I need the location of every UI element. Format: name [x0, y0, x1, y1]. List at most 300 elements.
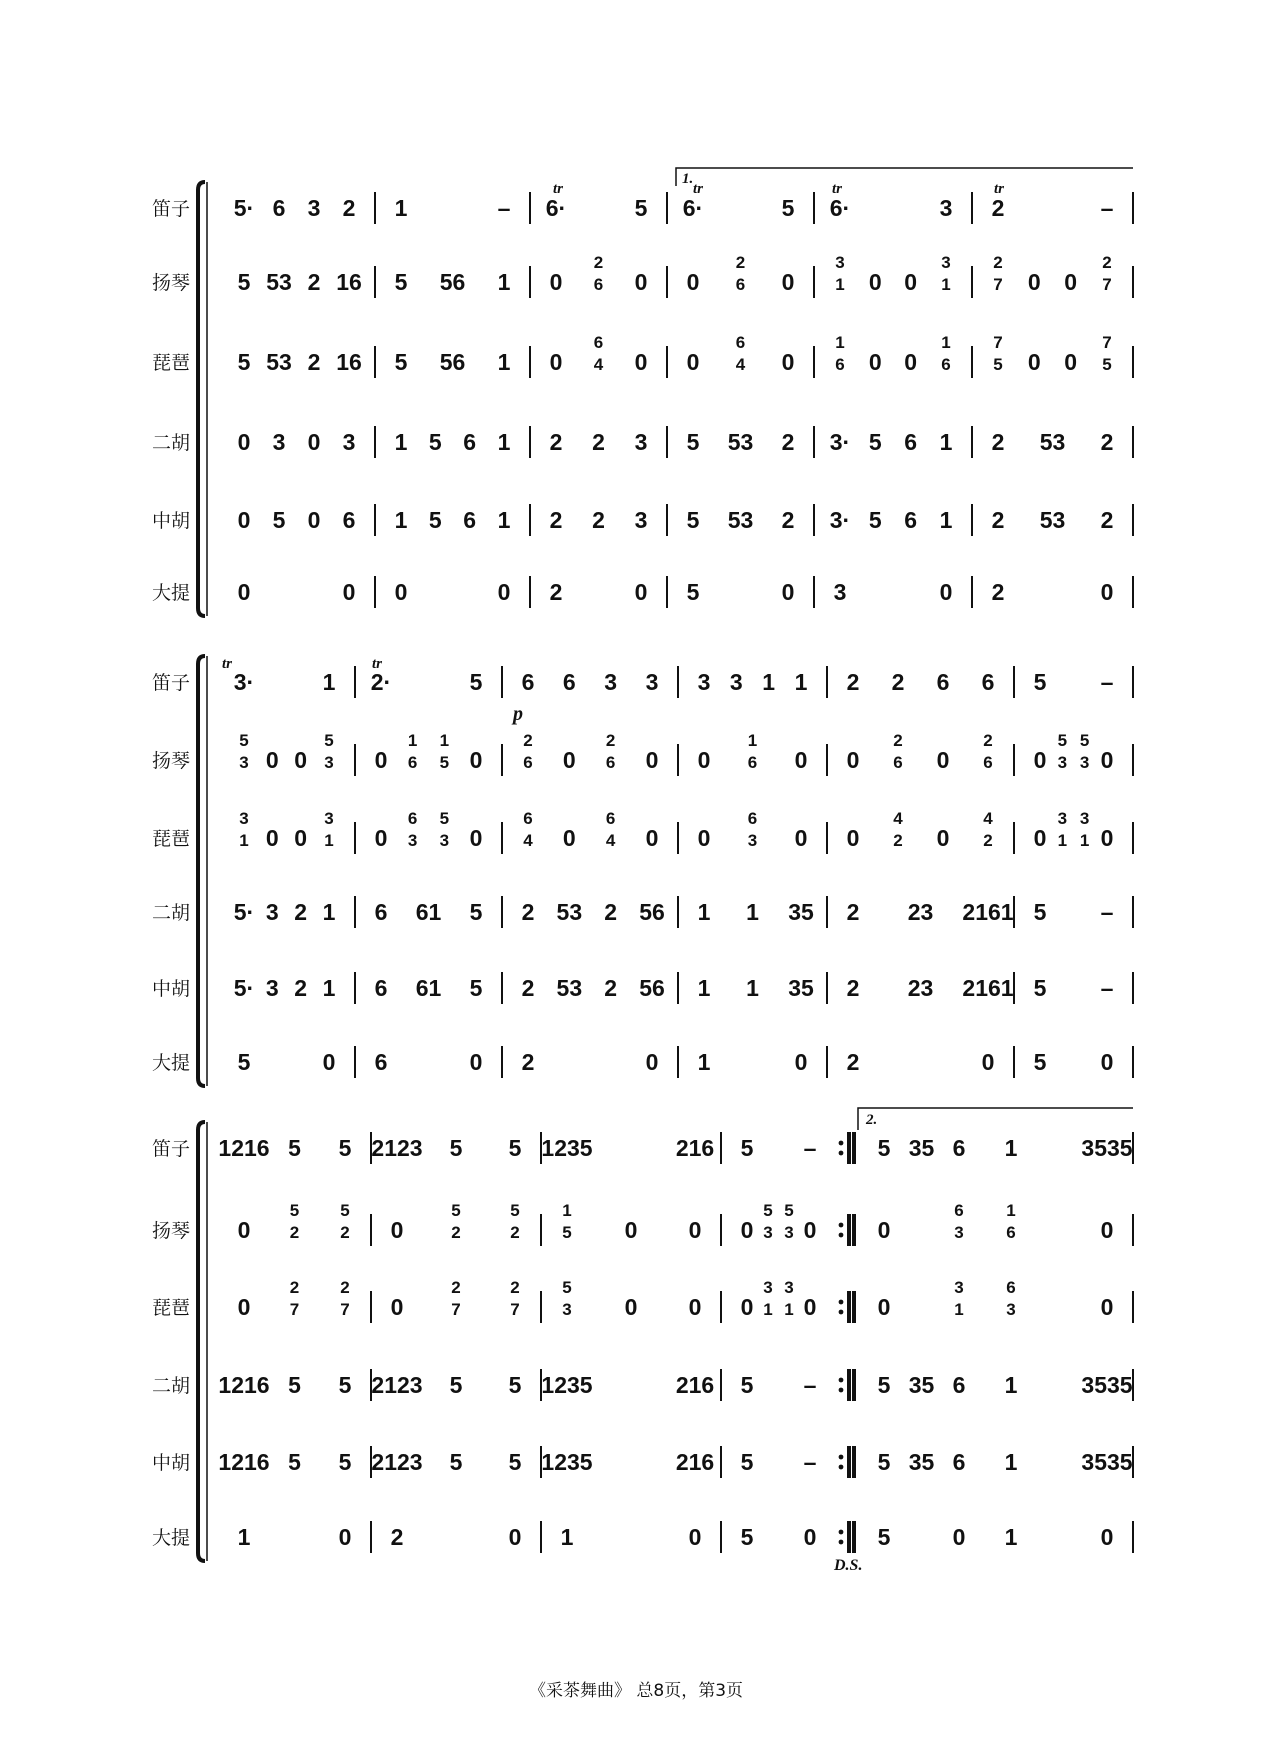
instrument-label: 笛子: [151, 198, 191, 220]
staff-row: [152, 1201, 1133, 1246]
note-token: 0: [237, 429, 251, 455]
note-token: 2161: [962, 899, 1014, 925]
note-token: 56: [639, 899, 665, 925]
note-token-upper: 3: [763, 1278, 773, 1297]
note-token: 1: [394, 507, 408, 533]
note-token: –: [1100, 195, 1114, 221]
note-token-upper: 2: [1102, 253, 1112, 272]
staff-row: [152, 333, 1133, 378]
note-token: 1: [939, 429, 953, 455]
note-token-upper: 5: [340, 1201, 350, 1220]
note-token: 5: [877, 1372, 891, 1398]
note-token: 3: [634, 429, 648, 455]
note-token: 0: [294, 747, 308, 773]
note-token-upper: 5: [510, 1201, 520, 1220]
note-token-lower: 4: [735, 355, 746, 374]
instrument-label: 大提: [151, 582, 191, 604]
note-token-upper: 2: [510, 1278, 520, 1297]
note-token: 3·: [829, 507, 851, 533]
note-token: 2: [846, 975, 860, 1001]
repeat-dot: [839, 1540, 844, 1545]
note-token: 53: [266, 349, 292, 375]
note-token-upper: 5: [1079, 731, 1090, 750]
note-token: 0: [549, 349, 563, 375]
staff-row: [152, 1446, 1133, 1478]
note-token: 5: [877, 1449, 891, 1475]
note-token: 61: [415, 975, 442, 1001]
note-token: 1: [394, 195, 408, 221]
note-token: 1: [794, 669, 808, 695]
note-token: 0: [497, 579, 511, 605]
note-token: 35: [788, 899, 814, 925]
note-token: 2: [390, 1524, 404, 1550]
note-token: 5: [634, 195, 648, 221]
note-token: 2123: [371, 1372, 423, 1398]
note-token: 1: [697, 1049, 711, 1075]
note-token: 0: [265, 825, 279, 851]
note-token: 6: [936, 669, 950, 695]
note-token: 2: [991, 579, 1005, 605]
note-token-lower: 3: [562, 1300, 572, 1319]
note-token: 0: [794, 1049, 808, 1075]
repeat-dot: [839, 1223, 844, 1228]
note-token-lower: 1: [324, 831, 334, 850]
note-token-lower: 3: [954, 1223, 964, 1242]
note-token: 6: [463, 507, 477, 533]
note-token: 6: [952, 1372, 966, 1398]
note-token: 5: [868, 429, 882, 455]
note-token-lower: 3: [1006, 1300, 1016, 1319]
repeat-dot: [839, 1151, 844, 1156]
note-token: 0: [740, 1294, 754, 1320]
note-token: 0: [394, 579, 408, 605]
note-token: 2: [991, 429, 1005, 455]
note-token: 5: [237, 349, 251, 375]
note-token-lower: 7: [451, 1300, 461, 1319]
note-token-upper: 6: [747, 809, 758, 828]
note-token-lower: 3: [439, 831, 450, 850]
note-token: 5: [338, 1135, 352, 1161]
note-token: 5: [740, 1524, 754, 1550]
note-token: 0: [688, 1524, 702, 1550]
note-token: 2: [521, 899, 535, 925]
note-token-lower: 5: [439, 753, 450, 772]
note-token: 16: [336, 349, 362, 375]
note-token-upper: 3: [239, 809, 249, 828]
note-token-upper: 6: [1006, 1278, 1016, 1297]
note-token: 3: [265, 975, 279, 1001]
note-token: 0: [781, 579, 795, 605]
note-token: 1216: [218, 1372, 270, 1398]
note-token-lower: 4: [593, 355, 604, 374]
note-token: 1: [394, 429, 408, 455]
note-token: 0: [1100, 825, 1114, 851]
note-token: 0: [904, 269, 918, 295]
note-token-upper: 3: [784, 1278, 794, 1297]
note-token: 3: [645, 669, 659, 695]
note-token-lower: 5: [993, 355, 1003, 374]
note-token: 3: [634, 507, 648, 533]
note-token: 2161: [962, 975, 1014, 1001]
volta-label-1: 1.: [682, 171, 694, 187]
note-token: 0: [1027, 349, 1041, 375]
note-token: 6: [521, 669, 535, 695]
note-token: 2: [549, 579, 563, 605]
note-token: 2: [342, 195, 356, 221]
note-token: 2: [846, 669, 860, 695]
note-token: 0: [634, 349, 648, 375]
note-token-lower: 6: [1006, 1223, 1016, 1242]
note-token: 6: [374, 975, 388, 1001]
note-token-lower: 6: [735, 275, 746, 294]
note-token: 0: [469, 825, 483, 851]
note-token-upper: 2: [523, 731, 533, 750]
note-token: 2: [781, 429, 795, 455]
note-token-lower: 7: [289, 1300, 300, 1319]
note-token: 2: [294, 975, 308, 1001]
note-token: 2: [307, 349, 321, 375]
system-3: [152, 1122, 1133, 1561]
note-token: 53: [1039, 429, 1066, 455]
trill-mark: tr: [553, 181, 564, 197]
note-token: 0: [868, 349, 882, 375]
note-token: 0: [1064, 349, 1078, 375]
note-token: 0: [374, 747, 388, 773]
note-token: 5·: [233, 899, 255, 925]
note-token: 5: [740, 1135, 754, 1161]
note-token: 1235: [541, 1135, 593, 1161]
page-footer: 《采茶舞曲》 总8页，第3页: [528, 1681, 744, 1701]
note-token: 0: [374, 825, 388, 851]
note-token: 0: [877, 1217, 891, 1243]
note-token: 53: [266, 269, 292, 295]
note-token-lower: 6: [893, 753, 903, 772]
note-token: 53: [727, 429, 754, 455]
repeat-dot: [839, 1530, 844, 1535]
note-token: 0: [634, 579, 648, 605]
trill-mark: tr: [832, 181, 843, 197]
note-token: 0: [868, 269, 882, 295]
note-token-lower: 1: [941, 275, 951, 294]
note-token: 1: [560, 1524, 574, 1550]
note-token: 216: [675, 1372, 715, 1398]
note-token-lower: 7: [1102, 275, 1112, 294]
note-token: 56: [439, 269, 466, 295]
note-token: 2: [294, 899, 308, 925]
instrument-label: 笛子: [151, 1138, 191, 1160]
repeat-dot: [839, 1378, 844, 1383]
trill-mark: tr: [994, 181, 1005, 197]
note-token: 0: [265, 747, 279, 773]
note-token: 6: [904, 507, 918, 533]
instrument-label: 笛子: [151, 672, 191, 694]
note-token: 0: [237, 507, 251, 533]
note-token: 216: [675, 1449, 715, 1475]
note-token: 35: [788, 975, 814, 1001]
note-token: 0: [697, 825, 711, 851]
note-token: 0: [952, 1524, 966, 1550]
note-token: 0: [624, 1294, 638, 1320]
note-token-lower: 1: [1057, 831, 1068, 850]
note-token: 0: [294, 825, 308, 851]
note-token-lower: 2: [893, 831, 903, 850]
note-token: 1: [1004, 1449, 1018, 1475]
note-token-upper: 6: [523, 809, 533, 828]
staff-row: [152, 1046, 1133, 1078]
note-token: 3: [697, 669, 711, 695]
note-token: 0: [1100, 1049, 1114, 1075]
note-token-upper: 1: [562, 1201, 572, 1220]
system-2: [152, 656, 1133, 1086]
note-token-upper: 2: [993, 253, 1003, 272]
note-token: 2123: [371, 1135, 423, 1161]
note-token-upper: 7: [1102, 333, 1112, 352]
note-token-upper: 2: [593, 253, 604, 272]
note-token-upper: 3: [324, 809, 334, 828]
note-token-upper: 1: [439, 731, 450, 750]
note-token-upper: 2: [289, 1278, 300, 1297]
trill-mark: tr: [693, 181, 704, 197]
staff-row: [152, 1278, 1133, 1323]
note-token-upper: 3: [1057, 809, 1068, 828]
note-token: 1: [497, 507, 511, 533]
note-token: 1: [1004, 1135, 1018, 1161]
note-token-lower: 6: [407, 753, 418, 772]
note-token-lower: 1: [954, 1300, 964, 1319]
note-token: 35: [908, 1449, 935, 1475]
note-token-upper: 1: [835, 333, 845, 352]
note-token: 1: [497, 429, 511, 455]
staff-row: [152, 1132, 1133, 1164]
note-token: 2: [846, 1049, 860, 1075]
staff-row: [152, 1521, 1133, 1553]
note-token-lower: 6: [941, 355, 951, 374]
repeat-dot: [839, 1300, 844, 1305]
note-token: 35: [908, 1372, 935, 1398]
note-token-upper: 5: [763, 1201, 773, 1220]
note-token: 0: [781, 269, 795, 295]
note-token: 0: [634, 269, 648, 295]
note-token-upper: 5: [439, 809, 450, 828]
note-token: 5: [449, 1372, 463, 1398]
staff-row: [152, 576, 1133, 608]
instrument-label: 扬琴: [151, 1220, 191, 1242]
note-token: 0: [1100, 579, 1114, 605]
note-token-lower: 4: [523, 831, 533, 850]
instrument-label: 大提: [151, 1052, 191, 1074]
note-token: 0: [686, 349, 700, 375]
note-token: 2: [604, 899, 618, 925]
note-token: 2: [781, 507, 795, 533]
note-token: 2123: [371, 1449, 423, 1475]
note-token: 16: [336, 269, 362, 295]
note-token: 5: [868, 507, 882, 533]
note-token: 0: [697, 747, 711, 773]
repeat-dot: [839, 1465, 844, 1470]
trill-mark: tr: [222, 656, 233, 672]
note-token-lower: 3: [747, 831, 758, 850]
note-token: 5: [740, 1372, 754, 1398]
note-token: 0: [645, 747, 659, 773]
note-token: –: [1100, 975, 1114, 1001]
note-token: 5·: [233, 975, 255, 1001]
note-token: 0: [508, 1524, 522, 1550]
note-token: 6: [904, 429, 918, 455]
note-token-lower: 2: [983, 831, 993, 850]
note-token-upper: 5: [451, 1201, 461, 1220]
note-token-lower: 3: [407, 831, 418, 850]
instrument-label: 扬琴: [151, 272, 191, 294]
note-token: 3·: [829, 429, 851, 455]
note-token-upper: 5: [324, 731, 334, 750]
note-token-upper: 3: [941, 253, 951, 272]
note-token: 5: [686, 507, 700, 533]
note-token: 3535: [1081, 1372, 1133, 1398]
note-token: 0: [237, 579, 251, 605]
note-token: 2: [549, 507, 563, 533]
instrument-label: 琵琶: [151, 828, 191, 850]
note-token: 0: [549, 269, 563, 295]
note-token-upper: 1: [1006, 1201, 1016, 1220]
note-token-lower: 6: [835, 355, 845, 374]
note-token: 1: [697, 975, 711, 1001]
note-token-lower: 6: [523, 753, 533, 772]
note-token: 0: [939, 579, 953, 605]
note-token-upper: 7: [993, 333, 1003, 352]
note-token: 5: [394, 269, 408, 295]
note-token-lower: 1: [239, 831, 249, 850]
note-token: 1: [746, 899, 759, 925]
note-token-upper: 2: [735, 253, 746, 272]
note-token-lower: 7: [510, 1300, 520, 1319]
instrument-label: 二胡: [151, 1375, 191, 1397]
note-token: 1: [746, 975, 759, 1001]
note-token-lower: 6: [747, 753, 758, 772]
note-token: 0: [1100, 747, 1114, 773]
note-token: 0: [1033, 825, 1047, 851]
dynamic-p: p: [513, 703, 523, 725]
note-token-upper: 6: [605, 809, 616, 828]
note-token: 53: [727, 507, 754, 533]
staff-row: [152, 504, 1133, 536]
note-token: 1: [322, 899, 336, 925]
note-token: 0: [562, 825, 576, 851]
note-token: 6: [342, 507, 356, 533]
note-token: 2: [307, 269, 321, 295]
note-token: 5: [272, 507, 286, 533]
note-token: 1: [1004, 1372, 1018, 1398]
note-token: 0: [562, 747, 576, 773]
note-token-lower: 1: [763, 1300, 773, 1319]
note-token: 0: [390, 1294, 404, 1320]
staff-row: [152, 1369, 1133, 1401]
note-token: 0: [469, 747, 483, 773]
note-token-upper: 1: [407, 731, 418, 750]
note-token: 0: [338, 1524, 352, 1550]
note-token: 5·: [233, 195, 255, 221]
staff-row: [152, 896, 1133, 928]
note-token-upper: 3: [835, 253, 845, 272]
instrument-label: 中胡: [151, 978, 191, 1000]
staff-row: [152, 809, 1133, 854]
staff-row: [152, 972, 1133, 1004]
trill-mark: tr: [372, 656, 383, 672]
note-token: 5: [740, 1449, 754, 1475]
note-token: 2: [592, 429, 605, 455]
note-token: –: [497, 195, 511, 221]
note-token: 6: [981, 669, 995, 695]
note-token: 3: [939, 195, 953, 221]
note-token: 5: [469, 669, 483, 695]
staff-row: [152, 426, 1133, 458]
note-token: 0: [1027, 269, 1041, 295]
staff-row: [152, 253, 1133, 298]
note-token-upper: 2: [605, 731, 616, 750]
note-token: 1: [237, 1524, 251, 1550]
note-token: 0: [740, 1217, 754, 1243]
note-token: 1216: [218, 1449, 270, 1475]
note-token: 23: [907, 975, 934, 1001]
note-token-upper: 6: [593, 333, 604, 352]
note-token: 3: [307, 195, 321, 221]
note-token-lower: 3: [1079, 753, 1090, 772]
note-token: 0: [803, 1294, 817, 1320]
note-token: 5: [1033, 1049, 1047, 1075]
note-token: 2: [592, 507, 605, 533]
note-token: –: [1100, 669, 1114, 695]
note-token: 5: [508, 1372, 522, 1398]
note-token: 3·: [233, 669, 255, 695]
note-token: 5: [1033, 975, 1047, 1001]
note-token-lower: 6: [605, 753, 616, 772]
note-token: 3: [265, 899, 279, 925]
note-token: 0: [981, 1049, 995, 1075]
note-token-lower: 1: [784, 1300, 794, 1319]
note-token: 6: [562, 669, 576, 695]
note-token: 0: [936, 825, 950, 851]
note-token: 2: [521, 975, 535, 1001]
instrument-label: 扬琴: [151, 750, 191, 772]
note-token-upper: 6: [407, 809, 418, 828]
note-token-upper: 4: [893, 809, 903, 828]
note-token-lower: 3: [763, 1223, 773, 1242]
note-token-lower: 4: [605, 831, 616, 850]
note-token: 0: [794, 825, 808, 851]
note-token: 61: [415, 899, 442, 925]
note-token: 53: [556, 899, 583, 925]
system-bracket: [198, 182, 205, 616]
note-token: 5: [288, 1449, 301, 1475]
volta-bracket-1: [676, 168, 1133, 186]
note-token: 0: [237, 1217, 251, 1243]
note-token-lower: 6: [983, 753, 993, 772]
note-token: 0: [342, 579, 356, 605]
note-token: 3: [272, 429, 286, 455]
note-token: 5: [449, 1135, 463, 1161]
instrument-label: 中胡: [151, 1452, 191, 1474]
note-token-lower: 3: [784, 1223, 794, 1242]
note-token-lower: 5: [1102, 355, 1112, 374]
note-token: 0: [624, 1217, 638, 1243]
note-token: 6·: [829, 195, 851, 221]
note-token-lower: 1: [835, 275, 845, 294]
note-token: 0: [936, 747, 950, 773]
note-token: 0: [1100, 1217, 1114, 1243]
note-token-upper: 1: [941, 333, 951, 352]
note-token: 2: [604, 975, 618, 1001]
note-token: 5: [469, 899, 483, 925]
note-token-lower: 5: [562, 1223, 572, 1242]
